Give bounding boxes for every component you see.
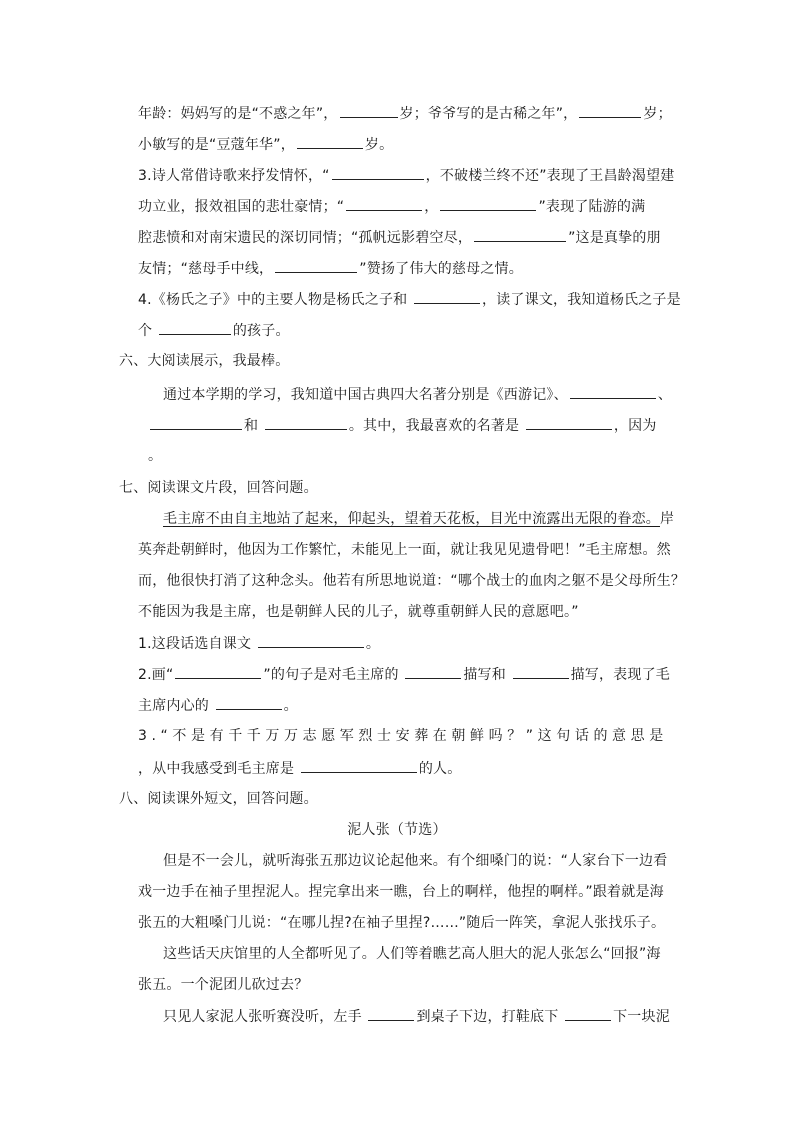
passage-line: 不能因为我是主席，也是朝鲜人民的儿子，就尊重朝鲜人民的意愿吧。”: [138, 604, 579, 620]
text-line: 。: [148, 448, 163, 464]
text-line: 小敏写的是“豆蔻年华”， 岁。: [138, 132, 393, 156]
answer-blank[interactable]: [414, 287, 480, 304]
passage-line: 张五的大粗嗓门儿说：“在哪儿捏?在袖子里捏?……”随后一阵笑，拿泥人张找乐子。: [138, 915, 666, 931]
answer-blank[interactable]: [405, 662, 461, 679]
answer-blank[interactable]: [297, 132, 363, 149]
text-line: 和 。其中，我最喜欢的名著是 ，因为: [148, 413, 657, 437]
passage-line: 毛主席不由自主地站了起来，仰起头，望着天花板，目光中流露出无限的眷恋。岸: [163, 511, 675, 527]
section-heading: 八、阅读课外短文，回答问题。: [119, 791, 318, 807]
question-line: 主席内心的 。: [138, 693, 298, 717]
answer-blank[interactable]: [526, 413, 612, 430]
passage-line: 但是不一会儿，就听海张五那边议论起他来。有个细嗓门的说：“人家台下一边看: [163, 853, 668, 869]
text-line: 通过本学期的学习，我知道中国古典四大名著分别是《西游记》、 、: [163, 382, 672, 406]
text-line: 4.《杨氏之子》中的主要人物是杨氏之子和 ，读了课文，我知道杨氏之子是: [138, 287, 681, 311]
answer-blank[interactable]: [340, 101, 398, 118]
answer-blank[interactable]: [258, 631, 364, 648]
answer-blank[interactable]: [474, 225, 566, 242]
answer-blank[interactable]: [570, 382, 656, 399]
question-line: 2.画“ ”的句子是对毛主席的 描写和 描写，表现了毛: [138, 662, 670, 686]
answer-blank[interactable]: [159, 318, 231, 335]
text-line: 友情；“慈母手中线， ”赞扬了伟大的慈母之情。: [138, 256, 523, 280]
answer-blank[interactable]: [346, 194, 422, 211]
section-heading: 七、阅读课文片段，回答问题。: [119, 480, 318, 496]
text-line: 功立业，报效祖国的悲壮豪情；“ ， ”表现了陆游的满: [138, 194, 645, 218]
text-line: 个 的孩子。: [138, 318, 290, 342]
answer-blank[interactable]: [440, 194, 536, 211]
answer-blank[interactable]: [150, 413, 242, 430]
passage-line: 而，他很快打消了这种念头。他若有所思地说道：“哪个战士的血肉之躯不是父母所生？: [138, 573, 686, 589]
text-line: 3.诗人常借诗歌来抒发情怀，“ ，不破楼兰终不还”表现了王昌龄渴望建: [138, 163, 674, 187]
underlined-sentence: 毛主席不由自主地站了起来，仰起头，望着天花板，目光中流露出无限的眷恋。: [163, 511, 660, 527]
passage-line: 戏一边手在袖子里捏泥人。捏完拿出来一瞧，台上的啊样，他捏的啊样。”跟着就是海: [138, 884, 664, 900]
answer-blank[interactable]: [332, 163, 424, 180]
answer-blank[interactable]: [175, 662, 261, 679]
answer-blank[interactable]: [513, 662, 569, 679]
answer-blank[interactable]: [301, 756, 417, 773]
question-line: 3.“不是有千千万万志愿军烈士安葬在朝鲜吗？”这句话的意思是: [138, 728, 668, 744]
answer-blank[interactable]: [265, 413, 347, 430]
text-line: 年龄：妈妈写的是“不惑之年”， 岁；爷爷写的是古稀之年”， 岁；: [138, 101, 672, 125]
answer-blank[interactable]: [216, 693, 282, 710]
text-line: 腔悲愤和对南宋遗民的深切同情；“孤帆远影碧空尽， ”这是真挚的朋: [138, 225, 661, 249]
passage-line: 这些话天庆馆里的人全都听见了。人们等着瞧艺高人胆大的泥人张怎么“回报”海: [163, 946, 661, 962]
section-heading: 六、大阅读展示，我最棒。: [119, 353, 290, 369]
question-line: ，从中我感受到毛主席是 的人。: [138, 756, 461, 780]
passage-line: 英奔赴朝鲜时，他因为工作繁忙，未能见上一面，就让我见见遗骨吧！”毛主席想。然: [138, 542, 671, 558]
answer-blank[interactable]: [565, 1004, 611, 1021]
answer-blank[interactable]: [368, 1004, 414, 1021]
passage-line: 只见人家泥人张听赛没听，左手 到桌子下边，打鞋底下 下一块泥: [163, 1004, 670, 1028]
passage-title: 泥人张（节选）: [347, 822, 447, 838]
question-line: 1.这段话选自课文 。: [138, 631, 380, 655]
answer-blank[interactable]: [579, 101, 641, 118]
answer-blank[interactable]: [275, 256, 357, 273]
passage-line: 张五。一个泥团儿砍过去？: [138, 977, 309, 993]
